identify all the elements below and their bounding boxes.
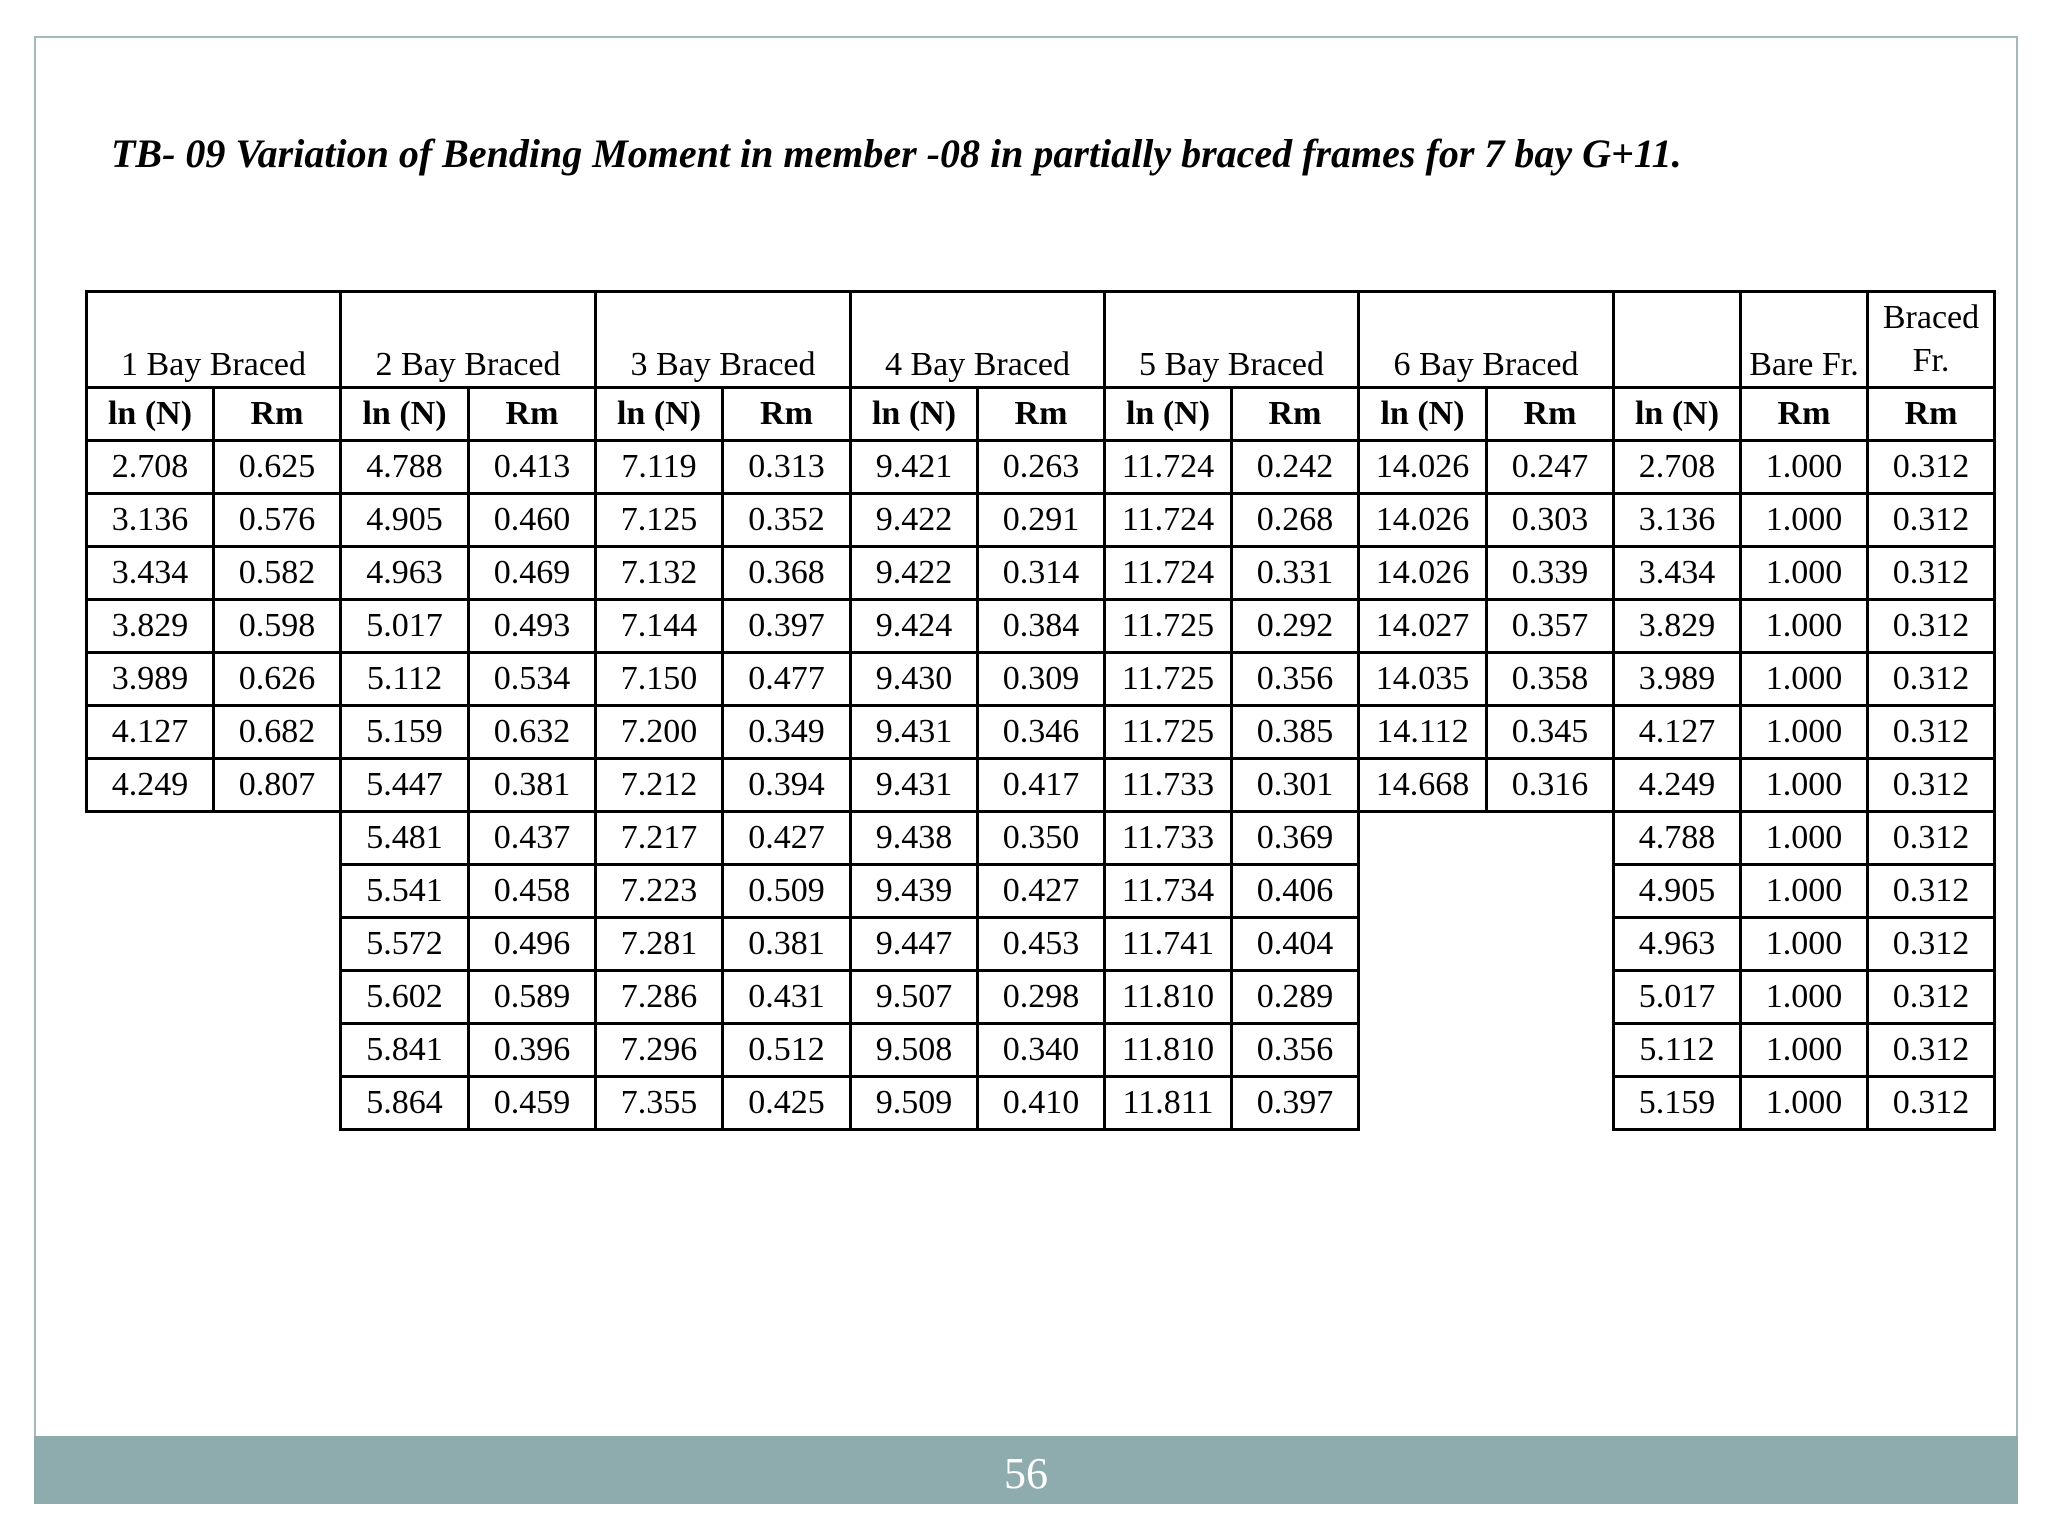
table-cell: 0.413 [469,441,596,494]
empty-cell [214,1024,341,1077]
table-cell: 0.291 [978,494,1105,547]
empty-cell [87,971,214,1024]
empty-cell [87,1077,214,1130]
table-cell: 0.314 [978,547,1105,600]
table-cell: 11.733 [1105,759,1232,812]
table-cell: 4.788 [341,441,469,494]
table-cell: 3.829 [87,600,214,653]
table-cell: 0.477 [723,653,851,706]
table-cell: 0.298 [978,971,1105,1024]
table-row [87,865,1995,918]
table-cell: 7.119 [596,441,723,494]
table-cell: 9.431 [851,759,978,812]
table-cell: 1.000 [1741,918,1868,971]
table-cell: 0.410 [978,1077,1105,1130]
table-cell: 4.905 [341,494,469,547]
table-cell: 3.989 [87,653,214,706]
table-cell: 4.249 [1614,759,1741,812]
empty-cell [1359,918,1487,971]
table-row [87,971,1995,1024]
table-row [87,1024,1995,1077]
group-header-bare: Bare Fr. [1741,292,1868,388]
table-cell: 0.368 [723,547,851,600]
empty-cell [1487,1077,1614,1130]
table-cell: 11.724 [1105,494,1232,547]
table-cell: 7.355 [596,1077,723,1130]
table-row [87,918,1995,971]
table-cell: 0.431 [723,971,851,1024]
table-cell: 0.289 [1232,971,1359,1024]
empty-cell [1487,865,1614,918]
empty-cell [1359,1024,1487,1077]
table-cell: 0.381 [469,759,596,812]
table-cell: 0.339 [1487,547,1614,600]
table-cell: 1.000 [1741,600,1868,653]
table-cell: 5.159 [341,706,469,759]
table-cell: 1.000 [1741,1024,1868,1077]
table-cell: 14.668 [1359,759,1487,812]
table-cell: 5.159 [1614,1077,1741,1130]
table-cell: 0.625 [214,441,341,494]
table-row [87,812,1995,865]
table-row [87,653,1995,706]
table-cell: 1.000 [1741,547,1868,600]
table-row [87,441,1995,494]
table-cell: 9.447 [851,918,978,971]
table-cell: 0.358 [1487,653,1614,706]
column-label: Rm [978,388,1105,441]
table-row [87,600,1995,653]
page-number: 56 [1004,1449,1048,1498]
table-cell: 0.682 [214,706,341,759]
table-cell: 0.312 [1868,706,1995,759]
table-cell: 0.459 [469,1077,596,1130]
table-cell: 7.281 [596,918,723,971]
table-cell: 0.509 [723,865,851,918]
table-cell: 0.512 [723,1024,851,1077]
table-cell: 4.788 [1614,812,1741,865]
column-label: ln (N) [596,388,723,441]
table-cell: 0.460 [469,494,596,547]
table-cell: 7.223 [596,865,723,918]
table-cell: 7.296 [596,1024,723,1077]
table-cell: 5.112 [341,653,469,706]
column-label: Rm [723,388,851,441]
table-cell: 11.724 [1105,441,1232,494]
table-cell: 0.263 [978,441,1105,494]
table-cell: 4.963 [341,547,469,600]
table-cell: 9.421 [851,441,978,494]
table-cell: 0.417 [978,759,1105,812]
group-header: 3 Bay Braced [596,292,851,388]
column-label-row [87,388,1995,441]
table-cell: 4.249 [87,759,214,812]
column-label: Rm [214,388,341,441]
column-label: ln (N) [1614,388,1741,441]
table-cell: 1.000 [1741,706,1868,759]
group-header: 2 Bay Braced [341,292,596,388]
table-cell: 9.424 [851,600,978,653]
table-row [87,759,1995,812]
table-cell: 7.125 [596,494,723,547]
column-label: Rm [1868,388,1995,441]
group-header: 6 Bay Braced [1359,292,1614,388]
table-cell: 5.541 [341,865,469,918]
table-cell: 0.345 [1487,706,1614,759]
column-label: ln (N) [87,388,214,441]
table-cell: 3.136 [1614,494,1741,547]
table-cell: 5.572 [341,918,469,971]
table-cell: 0.626 [214,653,341,706]
table-cell: 5.864 [341,1077,469,1130]
table-cell: 7.132 [596,547,723,600]
table-cell: 5.841 [341,1024,469,1077]
group-header: 5 Bay Braced [1105,292,1359,388]
table-cell: 0.493 [469,600,596,653]
table-cell: 11.810 [1105,1024,1232,1077]
table-cell: 14.026 [1359,547,1487,600]
empty-cell [214,918,341,971]
table-cell: 5.447 [341,759,469,812]
table-cell: 7.150 [596,653,723,706]
table-row [87,547,1995,600]
table-cell: 1.000 [1741,971,1868,1024]
empty-cell [1359,1077,1487,1130]
table-cell: 3.434 [87,547,214,600]
column-label: Rm [1487,388,1614,441]
empty-cell [1487,1024,1614,1077]
table-cell: 0.242 [1232,441,1359,494]
table-cell: 0.397 [723,600,851,653]
table-cell: 9.507 [851,971,978,1024]
column-label: ln (N) [1359,388,1487,441]
table-cell: 0.427 [978,865,1105,918]
table-cell: 0.340 [978,1024,1105,1077]
table-cell: 11.733 [1105,812,1232,865]
table-cell: 0.312 [1868,1077,1995,1130]
table-cell: 0.350 [978,812,1105,865]
empty-cell [214,971,341,1024]
table-cell: 0.331 [1232,547,1359,600]
column-label: Rm [1741,388,1868,441]
table-cell: 0.404 [1232,918,1359,971]
table-cell: 0.313 [723,441,851,494]
table-row [87,1077,1995,1130]
table-cell: 0.534 [469,653,596,706]
table-row [87,494,1995,547]
table-cell: 1.000 [1741,812,1868,865]
table-cell: 0.312 [1868,918,1995,971]
table-cell: 1.000 [1741,441,1868,494]
table-cell: 5.017 [1614,971,1741,1024]
empty-cell [1487,918,1614,971]
empty-cell [1359,971,1487,1024]
table-cell: 0.312 [1868,812,1995,865]
table-cell: 2.708 [1614,441,1741,494]
empty-cell [87,1024,214,1077]
table-cell: 11.725 [1105,706,1232,759]
column-label: ln (N) [851,388,978,441]
table-cell: 9.430 [851,653,978,706]
table-cell: 0.496 [469,918,596,971]
table-cell: 9.422 [851,494,978,547]
table-cell: 3.989 [1614,653,1741,706]
empty-cell [1487,971,1614,1024]
column-label: Rm [1232,388,1359,441]
table-cell: 3.829 [1614,600,1741,653]
table-cell: 0.369 [1232,812,1359,865]
table-cell: 0.453 [978,918,1105,971]
table-cell: 11.725 [1105,653,1232,706]
table-cell: 0.292 [1232,600,1359,653]
table-cell: 0.309 [978,653,1105,706]
group-header: 4 Bay Braced [851,292,1105,388]
table-cell: 0.396 [469,1024,596,1077]
table-cell: 9.431 [851,706,978,759]
table-cell: 0.589 [469,971,596,1024]
table-cell: 0.381 [723,918,851,971]
table-cell: 0.385 [1232,706,1359,759]
empty-cell [214,1077,341,1130]
table-cell: 0.598 [214,600,341,653]
table-cell: 0.582 [214,547,341,600]
table-cell: 9.509 [851,1077,978,1130]
table-cell: 0.247 [1487,441,1614,494]
table-cell: 4.127 [87,706,214,759]
table-cell: 0.458 [469,865,596,918]
table-cell: 5.017 [341,600,469,653]
table-cell: 14.112 [1359,706,1487,759]
table-cell: 11.724 [1105,547,1232,600]
table-cell: 9.508 [851,1024,978,1077]
group-header-braced: Braced Fr. [1868,292,1995,388]
group-header-row [87,292,1995,388]
table-cell: 0.356 [1232,653,1359,706]
table-cell: 0.312 [1868,1024,1995,1077]
table-cell: 0.303 [1487,494,1614,547]
table-cell: 0.312 [1868,547,1995,600]
table-cell: 0.316 [1487,759,1614,812]
table-cell: 1.000 [1741,865,1868,918]
table-cell: 0.268 [1232,494,1359,547]
table-cell: 11.734 [1105,865,1232,918]
table-cell: 0.301 [1232,759,1359,812]
empty-cell [1487,812,1614,865]
table-cell: 2.708 [87,441,214,494]
table-cell: 0.312 [1868,494,1995,547]
table-cell: 0.346 [978,706,1105,759]
table-cell: 0.312 [1868,865,1995,918]
column-label: ln (N) [341,388,469,441]
table-cell: 11.725 [1105,600,1232,653]
empty-cell [214,812,341,865]
empty-cell [87,812,214,865]
table-cell: 1.000 [1741,653,1868,706]
table-cell: 1.000 [1741,1077,1868,1130]
table-cell: 14.035 [1359,653,1487,706]
table-cell: 11.741 [1105,918,1232,971]
table-cell: 0.406 [1232,865,1359,918]
table-cell: 14.026 [1359,441,1487,494]
table-cell: 9.422 [851,547,978,600]
table-cell: 0.807 [214,759,341,812]
table-cell: 0.425 [723,1077,851,1130]
column-label: Rm [469,388,596,441]
table-cell: 14.027 [1359,600,1487,653]
table-cell: 14.026 [1359,494,1487,547]
table-cell: 0.352 [723,494,851,547]
empty-cell [87,918,214,971]
table-cell: 1.000 [1741,494,1868,547]
group-header [1614,292,1741,388]
table-cell: 11.810 [1105,971,1232,1024]
empty-cell [214,865,341,918]
table-cell: 1.000 [1741,759,1868,812]
table-cell: 7.212 [596,759,723,812]
table-cell: 0.312 [1868,600,1995,653]
table-cell: 4.905 [1614,865,1741,918]
table-cell: 0.576 [214,494,341,547]
table-cell: 0.312 [1868,971,1995,1024]
table-cell: 7.286 [596,971,723,1024]
empty-cell [87,865,214,918]
table-cell: 0.312 [1868,653,1995,706]
column-label: ln (N) [1105,388,1232,441]
table-cell: 3.434 [1614,547,1741,600]
table-cell: 0.397 [1232,1077,1359,1130]
table-cell: 4.963 [1614,918,1741,971]
table-cell: 4.127 [1614,706,1741,759]
table-cell: 0.356 [1232,1024,1359,1077]
table-cell: 0.427 [723,812,851,865]
table-cell: 0.394 [723,759,851,812]
table-cell: 7.200 [596,706,723,759]
table-cell: 0.349 [723,706,851,759]
table-cell: 5.602 [341,971,469,1024]
table-cell: 0.312 [1868,759,1995,812]
table-cell: 11.811 [1105,1077,1232,1130]
table-cell: 9.439 [851,865,978,918]
table-cell: 0.469 [469,547,596,600]
data-table [85,290,1996,1131]
table-cell: 0.437 [469,812,596,865]
table-cell: 7.217 [596,812,723,865]
footer-bar [34,1436,2018,1504]
table-cell: 3.136 [87,494,214,547]
table-cell: 0.632 [469,706,596,759]
empty-cell [1359,812,1487,865]
table-cell: 0.312 [1868,441,1995,494]
table-cell: 0.357 [1487,600,1614,653]
empty-cell [1359,865,1487,918]
table-cell: 0.384 [978,600,1105,653]
table-cell: 5.481 [341,812,469,865]
table-cell: 5.112 [1614,1024,1741,1077]
group-header: 1 Bay Braced [87,292,341,388]
table-cell: 9.438 [851,812,978,865]
table-title: TB- 09 Variation of Bending Moment in member -08 in partially braced frames for 7 bay G+11. [111,131,1682,176]
table-cell: 7.144 [596,600,723,653]
table-row [87,706,1995,759]
